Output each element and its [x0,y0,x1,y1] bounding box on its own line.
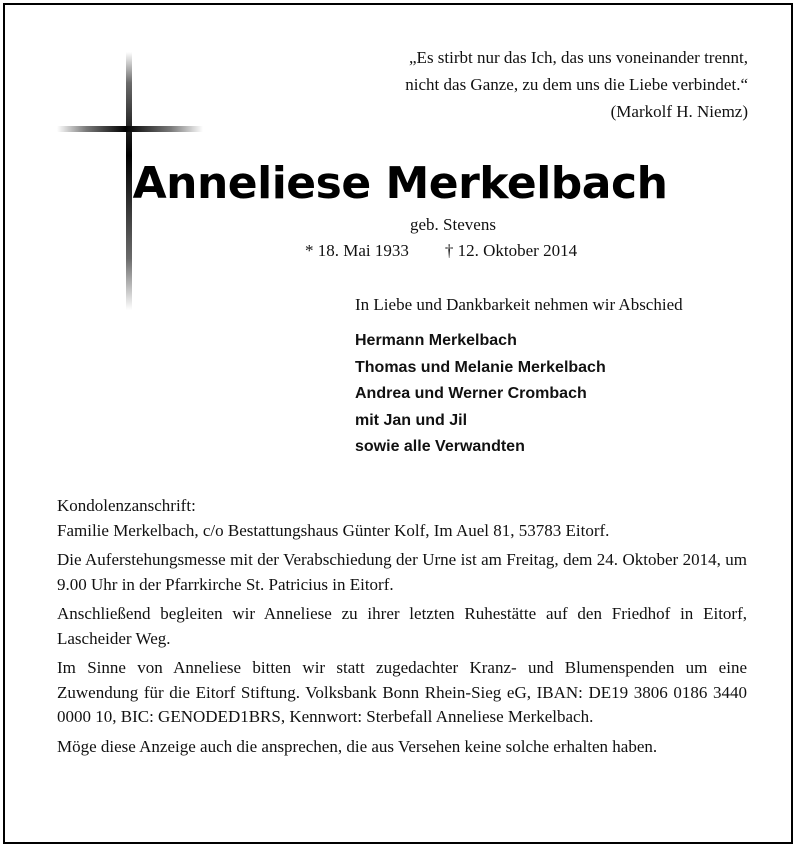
mourners-list [355,328,606,461]
life-dates [305,241,577,261]
mourner-item: mit Jan und Jil [355,411,468,429]
paragraph-burial: Anschließend begleiten wir Anneliese zu ihrer letzten Ruhestätte auf den Friedhof in Eitorf, Lascheider Weg. [57,604,747,648]
mourner-item: Thomas und Melanie Merkelbach [355,358,606,376]
notice-body [57,494,747,764]
deceased-name: Anneliese Merkelbach [132,158,668,209]
paragraph-mass: Die Auferstehungsmesse mit der Verabschiedung der Urne ist am Freitag, dem 24. Oktober 2014, um 9.00 Uhr in der Pfarrkirche St. Patricius in Eitorf. [57,550,747,594]
farewell-text: In Liebe und Dankbarkeit nehmen wir Abschied [355,295,683,314]
paragraph-closing: Möge diese Anzeige auch die ansprechen, die aus Versehen keine solche erhalten haben. [57,736,658,756]
mourner-item: sowie alle Verwandten [355,438,525,455]
mourner-item: Andrea und Werner Crombach [355,385,587,402]
quote-line: „Es stirbt nur das Ich, das uns voneinander trennt, [409,48,748,67]
birth-name: geb. Stevens [410,215,496,234]
death-date: † 12. Oktober 2014 [444,241,578,260]
paragraph-donation: Im Sinne von Anneliese bitten wir statt zugedachter Kranz- und Blumenspenden um eine Zuwendung für die Eitorf Stiftung. Volksbank Bonn Rhein-Sieg eG, IBAN: DE19 3806 0186 3440 0000 10, BIC: GENODED1BRS, Kennwort: Sterbefall Anneliese Merkelbach. [57,658,747,726]
quote-author: (Markolf H. Niemz) [610,102,748,121]
quote-line: nicht das Ganze, zu dem uns die Liebe verbindet.“ [405,75,748,94]
cross-horizontal-beam [57,126,203,132]
condolence-address-text: Familie Merkelbach, c/o Bestattungshaus Günter Kolf, Im Auel 81, 53783 Eitorf. [57,520,610,540]
birth-date: * 18. Mai 1933 [305,241,409,260]
quote-block [405,44,748,125]
condolence-label: Kondolenzanschrift: [57,496,196,515]
condolence-address [57,494,747,543]
mourner-item: Hermann Merkelbach [355,332,517,349]
